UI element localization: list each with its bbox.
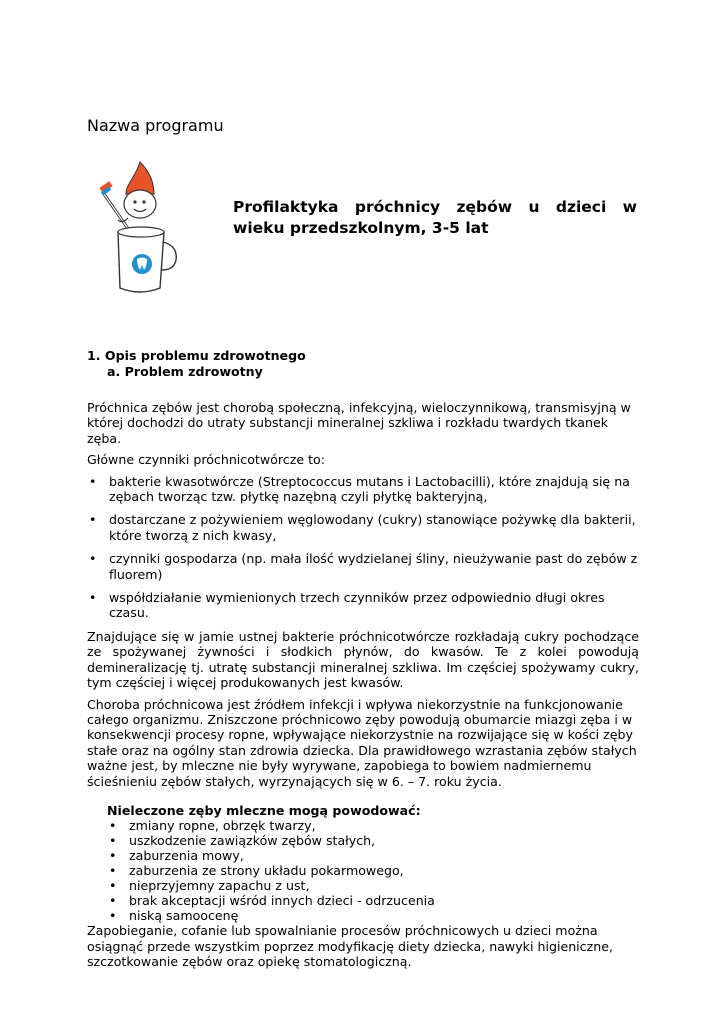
section-subheading: a. Problem zdrowotny xyxy=(107,364,263,379)
list-item: • dostarczane z pożywieniem węglowodany (cukry) stanowiące pożywkę dla bakterii, które tworzą z nich kwasy, xyxy=(87,512,639,543)
infection-paragraph: Choroba próchnicowa jest źródłem infekcji i wpływa niekorzystnie na funkcjonowanie całego organizmu. Zniszczone próchnicowo zęby powodują obumarcie miazgi zęba i w konsekwencji procesy ropne, wpływające niekorzystnie na rozwijające się w kości zęby stałe oraz na ogólny stan zdrowia dziecka. Dla prawidłowego wzrastania zębów stałych ważne jest, by mleczne nie były wyrywane, zapobiega to bowiem nadmiernemu ścieśnieniu zębów stałych, wyrzynających się w 6. – 7. roku życia. xyxy=(87,696,637,789)
section-heading: 1. Opis problemu zdrowotnego xyxy=(87,348,306,363)
factors-list xyxy=(87,474,639,621)
program-title: Profilaktyka próchnicy zębów u dzieci w wieku przedszkolnym, 3-5 lat xyxy=(233,198,637,237)
program-name-label: Nazwa programu xyxy=(87,116,224,135)
list-item: • niską samoocenę xyxy=(87,908,639,923)
list-item: • zmiany ropne, obrzęk twarzy, xyxy=(87,818,639,833)
effects-list xyxy=(87,818,639,923)
list-item: • zaburzenia ze strony układu pokarmowego, xyxy=(87,863,639,878)
list-item: • bakterie kwasotwórcze (Streptococcus mutans i Lactobacilli), które znajdują się na zębach tworząc tzw. płytkę nazębną czyli płytkę bakteryjną, xyxy=(87,474,639,505)
list-item: • współdziałanie wymienionych trzech czynników przez odpowiednio długi okres czasu. xyxy=(87,590,639,621)
closing-paragraph: Zapobieganie, cofanie lub spowalnianie procesów próchnicowych u dzieci można osiągnąć przede wszystkim poprzez modyfikację diety dziecka, nawyki higieniczne, szczotkowanie zębów oraz opiekę stomatologiczną. xyxy=(87,923,613,970)
toothbrush-mascot-logo xyxy=(96,158,186,298)
factors-lead: Główne czynniki próchnicotwórcze to: xyxy=(87,452,325,468)
intro-paragraph: Próchnica zębów jest chorobą społeczną, infekcyjną, wieloczynnikową, transmisyjną w której dochodzi do utraty substancji mineralnej szkliwa i rozkładu twardych tkanek zęba. xyxy=(87,400,631,446)
effects-title: Nieleczone zęby mleczne mogą powodować: xyxy=(107,802,421,818)
mug-icon xyxy=(118,227,176,292)
acids-paragraph: Znajdujące się w jamie ustnej bakterie próchnicotwórcze rozkładają cukry pochodzące ze spożywanej żywności i słodkich płynów, do kwasów. Te z kolei powodują demineralizację tj. utratę substancji mineralnej szkliwa. Im częściej spożywamy cukry, tym częściej i więcej produkowanych jest kwasów. xyxy=(87,628,639,691)
list-item: • zaburzenia mowy, xyxy=(87,848,639,863)
list-item: • brak akceptacji wśród innych dzieci - odrzucenia xyxy=(87,893,639,908)
document-body xyxy=(87,400,639,976)
list-item: • uszkodzenie zawiązków zębów stałych, xyxy=(87,833,639,848)
list-item: • nieprzyjemny zapachu z ust, xyxy=(87,878,639,893)
list-item: • czynniki gospodarza (np. mała ilość wydzielanej śliny, nieużywanie past do zębów z fluorem) xyxy=(87,551,639,582)
